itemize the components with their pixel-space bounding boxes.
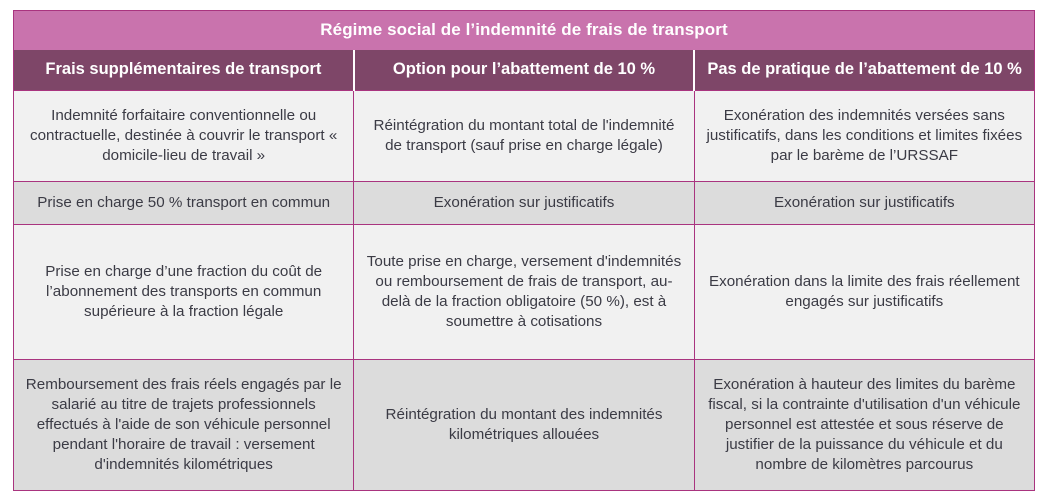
cell-text: Réintégration du montant des indemnités kilométriques allouées bbox=[385, 405, 663, 444]
table-row bbox=[14, 360, 1035, 491]
cell-pas-abattement bbox=[694, 91, 1034, 182]
cell-text: Réintégration du montant total de l'indemnité de transport (sauf prise en charge légale) bbox=[373, 116, 675, 155]
table-title-row bbox=[14, 11, 1035, 51]
cell-frais bbox=[14, 182, 354, 225]
cell-option-abattement bbox=[354, 91, 694, 182]
cell-option-abattement bbox=[354, 360, 694, 491]
cell-text: Prise en charge 50 % transport en commun bbox=[37, 194, 331, 211]
table-body bbox=[14, 91, 1035, 491]
cell-pas-abattement bbox=[694, 182, 1034, 225]
table-row bbox=[14, 182, 1035, 225]
cell-pas-abattement bbox=[694, 360, 1034, 491]
cell-text: Remboursement des frais réels engagés par le salarié au titre de trajets professionnels effectués à l'aide de son véhicule personnel pendant l'horaire de travail : versement d'indemnités kilométriques bbox=[25, 375, 342, 474]
cell-text: Exonération sur justificatifs bbox=[774, 194, 955, 211]
cell-text: Prise en charge d’une fraction du coût de l’abonnement des transports en commun supérieure à la fraction légale bbox=[45, 262, 323, 321]
table-head bbox=[14, 11, 1035, 91]
cell-pas-abattement bbox=[694, 225, 1034, 360]
table-row bbox=[14, 225, 1035, 360]
cell-frais bbox=[14, 360, 354, 491]
column-header-pas-abattement: Pas de pratique de l’abattement de 10 % bbox=[694, 50, 1034, 91]
cell-text: Exonération des indemnités versées sans justificatifs, dans les conditions et limites fixées par le barème de l’URSSAF bbox=[706, 106, 1023, 165]
social-regime-table bbox=[13, 10, 1035, 491]
column-header-frais-supplementaires: Frais supplémentaires de transport bbox=[14, 50, 354, 91]
cell-option-abattement bbox=[354, 182, 694, 225]
table-title: Régime social de l’indemnité de frais de transport bbox=[14, 11, 1035, 51]
cell-text: Exonération à hauteur des limites du barème fiscal, si la contrainte d'utilisation d'un véhicule personnel est attestée et sous réserve de justifier de la puissance du véhicule et du nombre de kilomètres parcourus bbox=[708, 375, 1021, 474]
table-container bbox=[13, 10, 1035, 491]
table-row bbox=[14, 91, 1035, 182]
cell-text: Exonération sur justificatifs bbox=[433, 194, 615, 211]
cell-text: Exonération dans la limite des frais réellement engagés sur justificatifs bbox=[709, 272, 1020, 311]
cell-text: Indemnité forfaitaire conventionnelle ou contractuelle, destinée à couvrir le transport « domicile-lieu de travail » bbox=[30, 106, 338, 165]
column-header-option-abattement: Option pour l’abattement de 10 % bbox=[354, 50, 694, 91]
cell-frais bbox=[14, 91, 354, 182]
cell-option-abattement bbox=[354, 225, 694, 360]
cell-text: Toute prise en charge, versement d'indemnités ou remboursement de frais de transport, au-delà de la fraction obligatoire (50 %), est à soumettre à cotisations bbox=[366, 252, 682, 331]
table-header-row bbox=[14, 50, 1035, 91]
cell-frais bbox=[14, 225, 354, 360]
